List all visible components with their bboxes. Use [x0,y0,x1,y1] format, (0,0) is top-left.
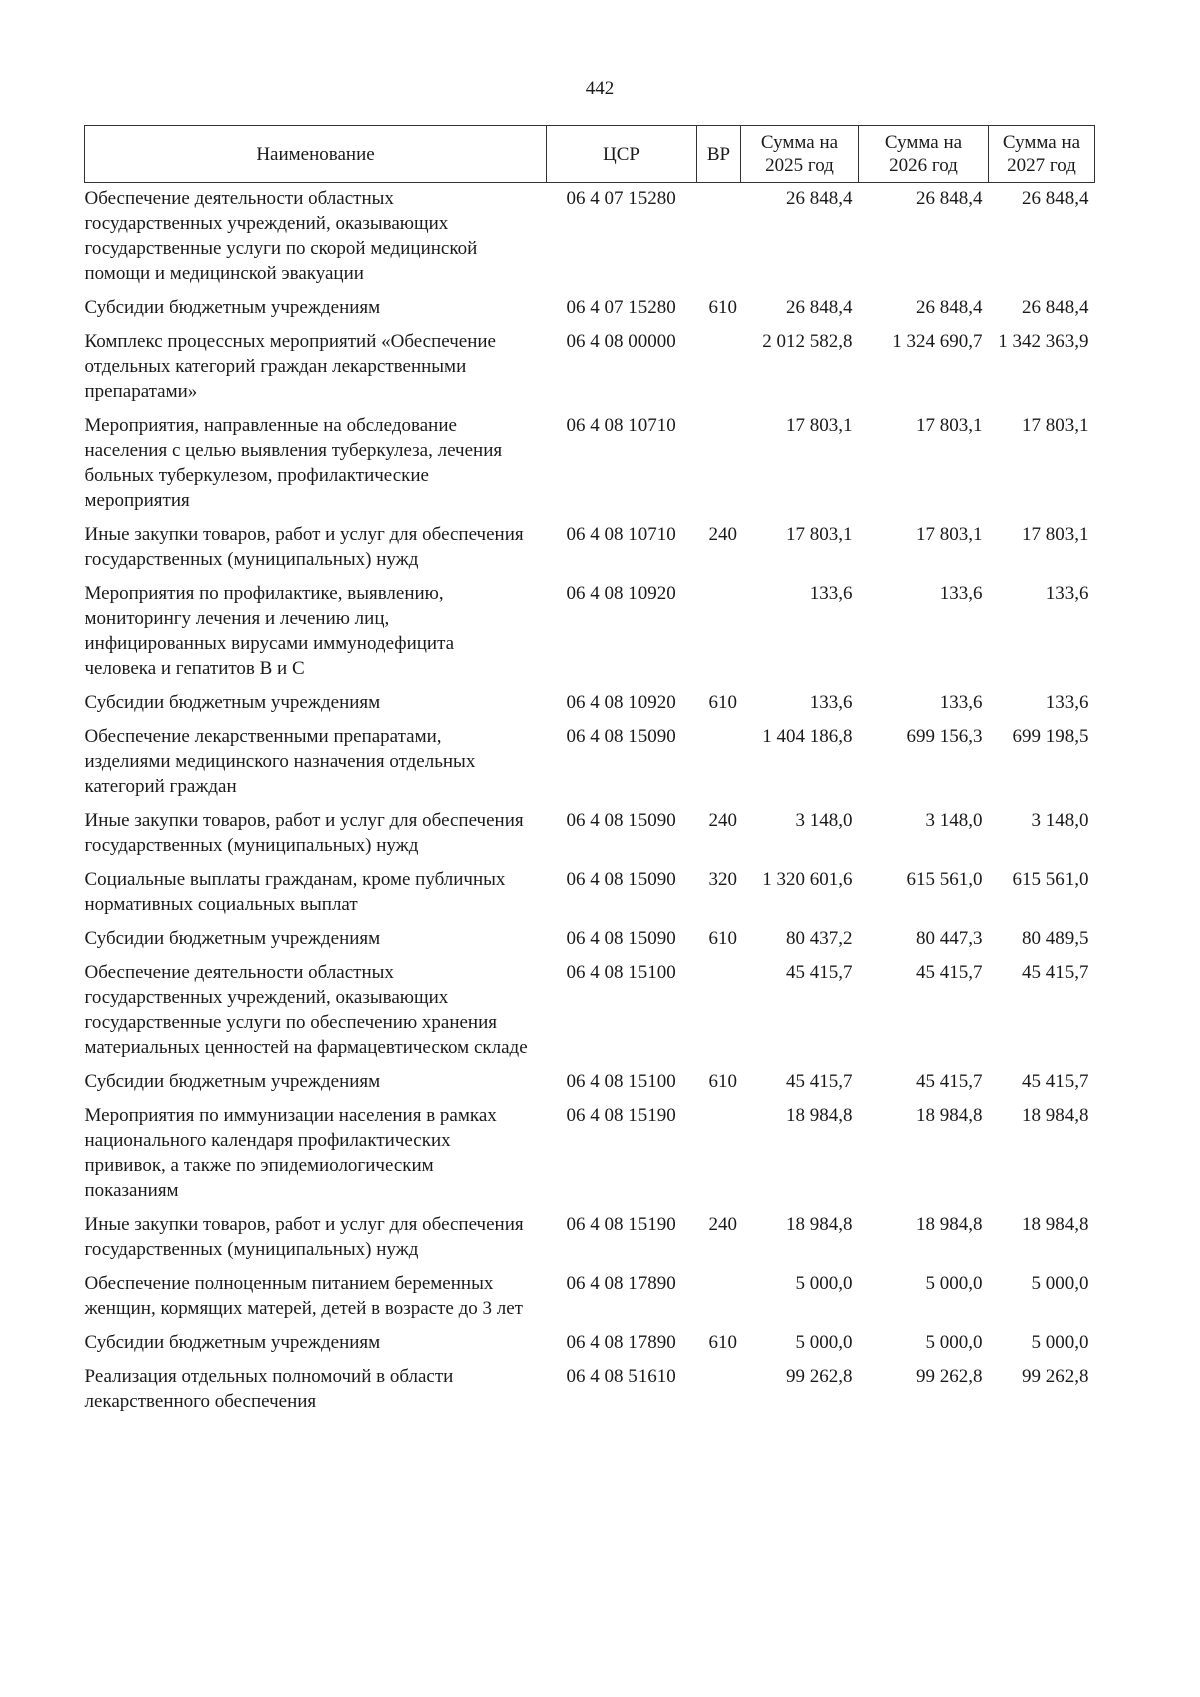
row-name: Комплекс процессных мероприятий «Обеспечение отдельных категорий граждан лекарственными препаратами» [84,331,496,402]
row-name: Субсидии бюджетным учреждениям [84,297,381,318]
row-csr: 06 4 08 15090 [566,928,676,949]
table-row [85,410,1095,519]
row-csr: 06 4 08 15190 [566,1214,676,1235]
row-sum-2026: 45 415,7 [916,1071,983,1092]
row-sum-2027: 26 848,4 [1022,188,1089,209]
row-name: Субсидии бюджетным учреждениям [84,692,381,713]
row-csr: 06 4 08 15090 [566,810,676,831]
row-sum-2025: 5 000,0 [795,1332,853,1353]
row-name: Иные закупки товаров, работ и услуг для обеспечения государственных (муниципальных) нужд [84,810,524,856]
row-vr: 610 [708,1071,737,1092]
row-sum-2026: 17 803,1 [916,415,983,436]
row-sum-2026: 18 984,8 [916,1105,983,1126]
row-sum-2025: 133,6 [809,692,853,713]
row-vr [697,183,741,293]
table-row [85,1327,1095,1361]
row-name: Мероприятия по иммунизации населения в рамках национального календаря профилактических прививок, а также по эпидемиологическим показаниям [84,1105,497,1201]
row-sum-2027: 99 262,8 [1022,1366,1089,1387]
column-header-2027-line2: 2027 год [1007,155,1076,176]
row-name: Социальные выплаты гражданам, кроме публичных нормативных социальных выплат [84,869,506,915]
row-sum-2027: 5 000,0 [1031,1273,1089,1294]
row-sum-2025: 2 012 582,8 [762,331,853,352]
row-csr: 06 4 08 15100 [566,1071,676,1092]
row-vr [697,1268,741,1327]
row-csr: 06 4 08 10920 [566,692,676,713]
table-row [85,1268,1095,1327]
column-header-2026 [859,126,989,183]
row-sum-2027: 26 848,4 [1022,297,1089,318]
column-header-2027-line1: Сумма на [1002,132,1081,153]
row-sum-2025: 26 848,4 [786,188,853,209]
row-sum-2027: 699 198,5 [1012,726,1089,747]
row-sum-2025: 5 000,0 [795,1273,853,1294]
page-number: 442 [585,78,615,99]
column-header-2027 [989,126,1095,183]
row-name: Иные закупки товаров, работ и услуг для обеспечения государственных (муниципальных) нужд [84,1214,524,1260]
row-sum-2025: 1 404 186,8 [762,726,853,747]
row-sum-2025: 17 803,1 [786,524,853,545]
row-sum-2027: 17 803,1 [1022,524,1089,545]
row-name: Обеспечение полноценным питанием беременных женщин, кормящих матерей, детей в возрасте до 3 лет [84,1273,523,1319]
row-csr: 06 4 08 10920 [566,583,676,604]
row-name: Субсидии бюджетным учреждениям [84,1332,381,1353]
row-sum-2027: 615 561,0 [1012,869,1089,890]
table-row [85,292,1095,326]
table-row [85,721,1095,805]
row-vr [697,721,741,805]
row-sum-2025: 133,6 [809,583,853,604]
row-name: Обеспечение деятельности областных государственных учреждений, оказывающих государственные услуги по скорой медицинской помощи и медицинской эвакуации [84,188,478,284]
row-csr: 06 4 07 15280 [566,188,676,209]
row-sum-2027: 18 984,8 [1022,1214,1089,1235]
row-csr: 06 4 08 15190 [566,1105,676,1126]
table-row [85,1100,1095,1209]
row-sum-2027: 133,6 [1045,692,1089,713]
row-sum-2027: 1 342 363,9 [998,331,1089,352]
row-sum-2025: 1 320 601,6 [762,869,853,890]
row-csr: 06 4 08 17890 [566,1332,676,1353]
row-vr [697,410,741,519]
table-header-row [85,126,1095,183]
column-header-2025-line2: 2025 год [765,155,834,176]
row-sum-2027: 5 000,0 [1031,1332,1089,1353]
table-row [85,864,1095,923]
budget-table [84,125,1095,1420]
row-sum-2026: 5 000,0 [925,1273,983,1294]
row-csr: 06 4 08 15090 [566,726,676,747]
row-csr: 06 4 07 15280 [566,297,676,318]
row-name: Субсидии бюджетным учреждениям [84,928,381,949]
row-sum-2026: 5 000,0 [925,1332,983,1353]
row-sum-2025: 26 848,4 [786,297,853,318]
row-csr: 06 4 08 00000 [566,331,676,352]
table-row [85,326,1095,410]
row-name: Иные закупки товаров, работ и услуг для обеспечения государственных (муниципальных) нужд [84,524,524,570]
row-name: Обеспечение деятельности областных государственных учреждений, оказывающих государственные услуги по обеспечению хранения материальных ценностей на фармацевтическом складе [84,962,528,1058]
row-csr: 06 4 08 15100 [566,962,676,983]
row-csr: 06 4 08 10710 [566,524,676,545]
row-name: Обеспечение лекарственными препаратами, изделиями медицинского назначения отдельных категорий граждан [84,726,476,797]
row-sum-2025: 17 803,1 [786,415,853,436]
column-header-name: Наименование [85,126,547,183]
table-row [85,687,1095,721]
row-vr: 320 [708,869,737,890]
row-sum-2027: 17 803,1 [1022,415,1089,436]
table-row [85,519,1095,578]
row-name: Мероприятия, направленные на обследование населения с целью выявления туберкулеза, лечения больных туберкулезом, профилактические мероприятия [84,415,503,511]
row-vr: 610 [708,928,737,949]
row-csr: 06 4 08 15090 [566,869,676,890]
row-sum-2026: 26 848,4 [916,188,983,209]
row-vr: 610 [708,1332,737,1353]
row-sum-2026: 615 561,0 [906,869,983,890]
row-sum-2027: 3 148,0 [1031,810,1089,831]
row-sum-2025: 99 262,8 [786,1366,853,1387]
row-sum-2026: 99 262,8 [916,1366,983,1387]
row-vr: 240 [708,1214,737,1235]
row-vr: 610 [708,692,737,713]
row-name: Субсидии бюджетным учреждениям [84,1071,381,1092]
row-sum-2026: 18 984,8 [916,1214,983,1235]
row-csr: 06 4 08 17890 [566,1273,676,1294]
row-vr [697,326,741,410]
row-sum-2026: 80 447,3 [916,928,983,949]
row-vr: 240 [708,810,737,831]
row-sum-2027: 133,6 [1045,583,1089,604]
row-sum-2027: 45 415,7 [1022,1071,1089,1092]
row-name: Мероприятия по профилактике, выявлению, мониторингу лечения и лечению лиц, инфицированных вирусами иммунодефицита человека и гепатитов В и С [84,583,455,679]
row-sum-2027: 80 489,5 [1022,928,1089,949]
column-header-vr: ВР [697,126,741,183]
table-row [85,183,1095,293]
column-header-csr: ЦСР [547,126,697,183]
row-sum-2025: 45 415,7 [786,962,853,983]
table-row [85,805,1095,864]
row-vr [697,578,741,687]
row-vr [697,957,741,1066]
row-vr: 240 [708,524,737,545]
row-sum-2026: 3 148,0 [925,810,983,831]
row-name: Реализация отдельных полномочий в области лекарственного обеспечения [84,1366,454,1412]
row-sum-2026: 17 803,1 [916,524,983,545]
row-sum-2026: 45 415,7 [916,962,983,983]
column-header-2026-line1: Сумма на [884,132,963,153]
row-vr: 610 [708,297,737,318]
table-row [85,1361,1095,1420]
table-row [85,923,1095,957]
row-sum-2026: 133,6 [939,583,983,604]
row-sum-2026: 133,6 [939,692,983,713]
row-sum-2026: 1 324 690,7 [892,331,983,352]
row-sum-2026: 699 156,3 [906,726,983,747]
table-row [85,1066,1095,1100]
row-vr [697,1361,741,1420]
row-sum-2026: 26 848,4 [916,297,983,318]
column-header-2025-line1: Сумма на [760,132,839,153]
column-header-2026-line2: 2026 год [889,155,958,176]
column-header-2025 [741,126,859,183]
table-row [85,578,1095,687]
row-sum-2025: 18 984,8 [786,1105,853,1126]
row-csr: 06 4 08 51610 [566,1366,676,1387]
row-sum-2027: 18 984,8 [1022,1105,1089,1126]
row-sum-2025: 18 984,8 [786,1214,853,1235]
row-sum-2025: 3 148,0 [795,810,853,831]
row-sum-2025: 80 437,2 [786,928,853,949]
row-csr: 06 4 08 10710 [566,415,676,436]
table-row [85,1209,1095,1268]
row-sum-2027: 45 415,7 [1022,962,1089,983]
row-vr [697,1100,741,1209]
table-row [85,957,1095,1066]
row-sum-2025: 45 415,7 [786,1071,853,1092]
